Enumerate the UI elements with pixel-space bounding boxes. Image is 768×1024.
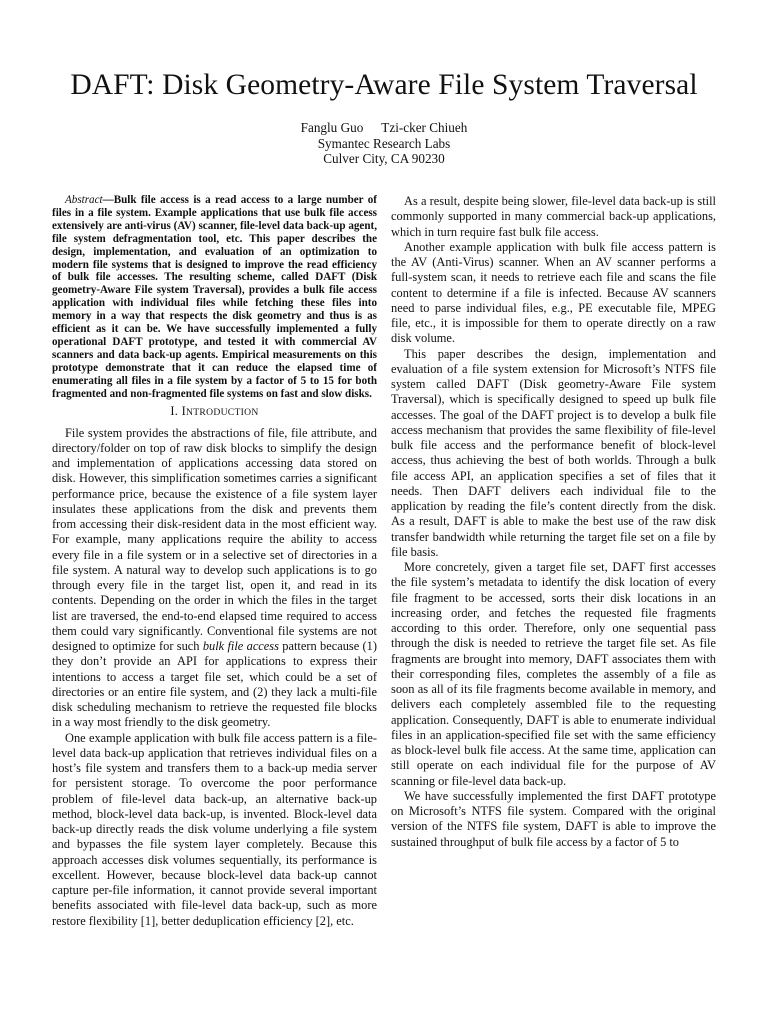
emphasis-text: bulk file access bbox=[202, 639, 279, 653]
abstract-dash: — bbox=[102, 194, 114, 206]
body-text: File system provides the abstractions of file, file attribute, and directory/folder on top of raw disk blocks to simplify the design and implementation of applications accessing data stored on disk. However, this simplification sometimes carries a significant performance price, because the existence of a file system layer insulates these applications from the disk and prevents them from accessing their disk-resident data in the most efficient way. For example, many applications require the ability to access every file in a file system or in a selective set of directories in a file system. A natural way to develop such applications is to go through every file in the target list, open it, and read in its contents. Depending on the order in which the files in the target list are traversed, the end-to-end elapsed time required to access them could vary significantly. Conventional file systems are not designed to optimize for such bbox=[52, 425, 377, 653]
section-title-rest: NTRODUCTION bbox=[186, 406, 259, 418]
abstract-label: Abstract bbox=[65, 194, 103, 206]
abstract-text: Bulk file access is a read access to a large number of files in a file system. Example applications that use bulk file access extensively are anti-virus (AV) scanner, file-level data back-up agent, file system defragmentation tool, etc. This paper describes the design, implementation, and evaluation of an optimization to modern file systems that is designed to improve the read efficiency of bulk file accesses. The resulting scheme, called DAFT (Disk geometry-Aware File system Traversal), provides a bulk file access application with individual files while fetching these files into memory in a way that respects the disk geometry and thus is as efficient as it can be. We have successfully implemented a fully operational DAFT prototype, and tested it with commercial AV scanners and data back-up agents. Empirical measurements on this prototype demonstrate that it can reduce the elapsed time of enumerating all files in a file system by a factor of 5 to 15 for both fragmented and non-fragmented file systems on fast and slow disks. bbox=[52, 194, 377, 400]
affiliation-line: Culver City, CA 90230 bbox=[323, 151, 445, 166]
body-paragraph: As a result, despite being slower, file-level data back-up is still commonly supported in many commercial back-up applications, which in turn require fast bulk file access. bbox=[391, 194, 716, 239]
paper-title: DAFT: Disk Geometry-Aware File System Traversal bbox=[70, 69, 698, 101]
author-name: Tzi-cker Chiueh bbox=[381, 120, 468, 135]
section-heading bbox=[52, 404, 377, 420]
section-numeral: I. bbox=[170, 403, 182, 418]
abstract bbox=[52, 194, 377, 401]
left-column bbox=[52, 194, 377, 929]
body-paragraph: Another example application with bulk file access pattern is the AV (Anti-Virus) scanner. When an AV scanner performs a full-system scan, it needs to retrieve each file and scans the file content to determine if a file is infected. Because AV scanners need to parse individual files, e.g., PE executable file, MPEG file, etc., it is impossible for them to operate directly on a raw disk volume. bbox=[391, 239, 716, 346]
body-text: pattern because (1) they don’t provide an API for applications to express their intentions to access a target file set, which could be a set of directories or an entire file system, and (2) they lack a multi-file disk scheduling mechanism to retrieve the requested file blocks in a way most friendly to the disk geometry. bbox=[52, 639, 377, 730]
body-paragraph: This paper describes the design, implementation and evaluation of a file system extension for Microsoft’s NTFS file system called DAFT (Disk geometry-Aware File system Traversal), which is specifically designed to speed up bulk file accesses. The goal of the DAFT project is to develop a bulk file access mechanism that provides the same flexibility of file-level bulk file access and the performance benefit of block-level access, thus achieving the best of both worlds. Through a bulk file access API, an application specifies a set of files that it needs. Then DAFT delivers each individual file to the application by reading the file’s content directly from the disk. As a result, DAFT is able to make the best use of the raw disk transfer bandwidth while returning the target file set on a file by file basis. bbox=[391, 346, 716, 559]
section-title-initial: I bbox=[181, 403, 187, 418]
body-paragraph: More concretely, given a target file set, DAFT first accesses the file system’s metadata to identify the disk location of every file fragment to be accessed, sorts their disk locations in an increasing order, and fetches the requested file fragments according to this order. Therefore, only one sequential pass through the disk is needed to retrieve the target file set. As file fragments are brought into memory, DAFT associates them with their corresponding files, completes the assembly of a file as soon as all of its file fragments become available in memory, and delivers each completely assembled file to the requesting application. Consequently, DAFT is able to enumerate individual files in an application-specified file set with the same efficiency as block-level bulk file access. At the same time, application can still operate on each individual file for the purpose of AV scanning or file-level data back-up. bbox=[391, 560, 716, 788]
affiliation-line: Symantec Research Labs bbox=[317, 136, 451, 151]
author-name: Fanglu Guo bbox=[300, 120, 364, 135]
author-list bbox=[0, 120, 768, 135]
right-column bbox=[391, 194, 716, 850]
body-paragraph bbox=[52, 426, 377, 731]
body-paragraph: One example application with bulk file access pattern is a file-level data back-up application that retrieves individual files on a host’s file system and transfers them to a back-up media server for persistent storage. To overcome the poor performance problem of file-level data back-up, an alternative back-up method, block-level data back-up, is invented. Block-level data back-up directly reads the disk volume underlying a file system and bypasses the file system layer completely. Because this approach accesses disk volumes sequentially, its performance is excellent. However, because block-level data back-up cannot capture per-file information, it cannot provide several important benefits associated with file-level data back-up, such as more restore flexibility [1], better deduplication efficiency [2], etc. bbox=[52, 730, 377, 928]
body-paragraph: We have successfully implemented the first DAFT prototype on Microsoft’s NTFS file system. Compared with the original version of the NTFS file system, DAFT is able to improve the sustained throughput of bulk file access by a factor of 5 to bbox=[391, 788, 716, 849]
